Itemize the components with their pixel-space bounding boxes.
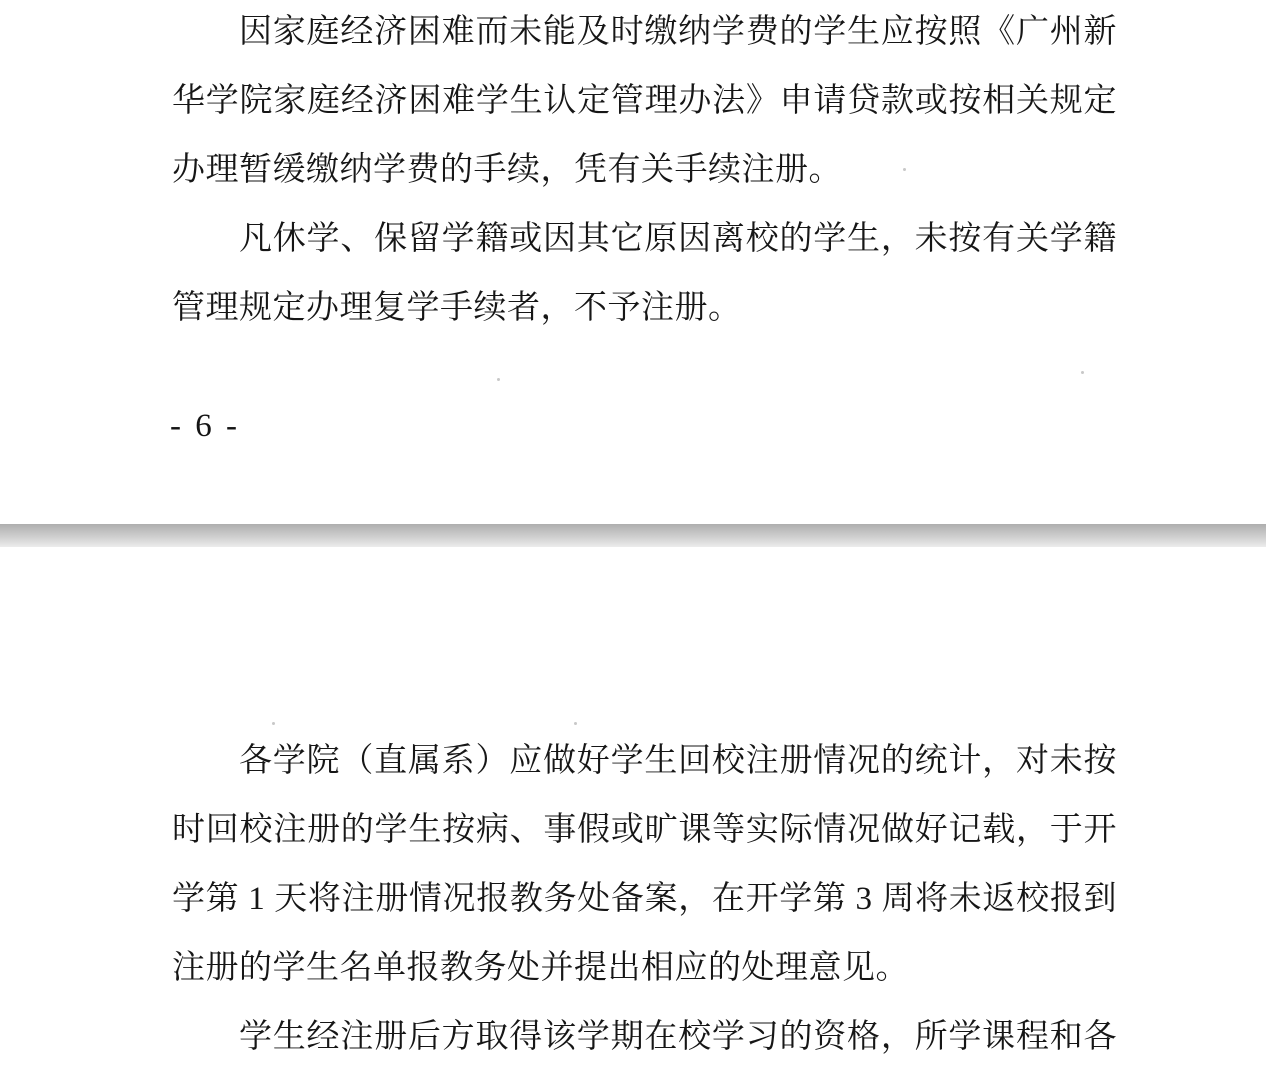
scan-speck [497, 378, 500, 381]
text-line: 凡休学、保留学籍或因其它原因离校的学生，未按有关学籍 [239, 221, 1117, 257]
page-2-text-block [172, 727, 1117, 1068]
scan-speck [272, 722, 275, 725]
text-line: 华学院家庭经济困难学生认定管理办法》申请贷款或按相关规定 [172, 83, 1117, 119]
text-line: 办理暂缓缴纳学费的手续，凭有关手续注册。 [172, 152, 842, 188]
text-line: 学第 1 天将注册情况报教务处备案，在开学第 3 周将未返校报到 [172, 881, 1118, 917]
scan-speck [574, 722, 577, 725]
text-line: 各学院（直属系）应做好学生回校注册情况的统计，对未按 [239, 743, 1117, 779]
scan-speck [903, 168, 906, 171]
scan-speck [1081, 371, 1084, 374]
text-line: 学生经注册后方取得该学期在校学习的资格，所学课程和各 [239, 1019, 1117, 1055]
text-line: 时回校注册的学生按病、事假或旷课等实际情况做好记载，于开 [172, 812, 1117, 848]
page-1-text-block [172, 0, 1117, 343]
text-line: 注册的学生名单报教务处并提出相应的处理意见。 [172, 950, 909, 986]
text-line: 因家庭经济困难而未能及时缴纳学费的学生应按照《广州新 [239, 14, 1117, 50]
text-line: 管理规定办理复学手续者，不予注册。 [172, 290, 742, 326]
page-number: - 6 - [170, 408, 240, 444]
page-divider-band [0, 524, 1266, 547]
